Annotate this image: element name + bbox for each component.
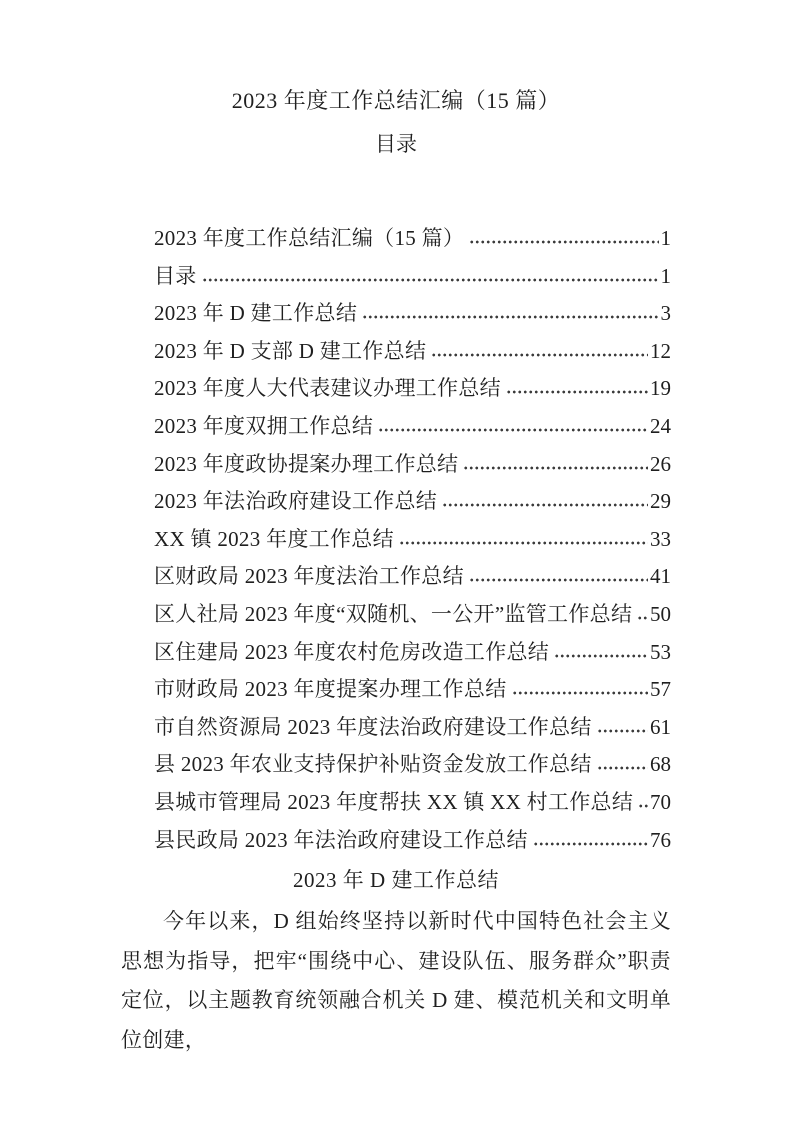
toc-entry[interactable]	[154, 786, 671, 824]
toc-dot-leader	[637, 615, 648, 621]
toc-entry-label: 县 2023 年农业支持保护补贴资金发放工作总结	[154, 752, 592, 777]
toc-page-number: 3	[660, 301, 671, 326]
toc-entry[interactable]	[154, 410, 671, 448]
toc-dot-leader	[638, 803, 648, 809]
toc-page-number: 70	[650, 789, 671, 814]
toc-entry[interactable]	[154, 824, 671, 862]
toc-dot-leader	[378, 427, 648, 433]
toc-entry[interactable]	[154, 448, 671, 486]
toc-entry-label: 区住建局 2023 年度农村危房改造工作总结	[154, 639, 550, 664]
toc-entry-label: XX 镇 2023 年度工作总结	[154, 526, 394, 551]
toc-entry-label: 县城市管理局 2023 年度帮扶 XX 镇 XX 村工作总结	[154, 789, 634, 814]
toc-entry[interactable]	[154, 335, 671, 373]
toc-entry-label: 市自然资源局 2023 年度法治政府建设工作总结	[154, 714, 592, 739]
toc-entry-label: 2023 年度工作总结汇编（15 篇）	[154, 226, 465, 250]
toc-dot-leader	[469, 577, 648, 583]
toc-dot-leader	[202, 277, 659, 283]
toc-dot-leader	[597, 765, 648, 771]
toc-entry[interactable]	[154, 372, 671, 410]
toc-page-number: 12	[650, 338, 671, 363]
toc-page-number: 19	[650, 376, 671, 401]
toc-page-number: 57	[650, 677, 671, 702]
toc-entry-label: 2023 年 D 支部 D 建工作总结	[154, 338, 427, 363]
document-title: 2023 年度工作总结汇编（15 篇）	[231, 88, 561, 113]
toc-entry-label: 县民政局 2023 年法治政府建设工作总结	[154, 827, 528, 852]
toc-dot-leader	[512, 690, 649, 696]
toc-dot-leader	[533, 841, 648, 847]
toc-entry-label: 目录	[154, 263, 197, 288]
toc-entry[interactable]	[154, 222, 671, 260]
toc-page-number: 76	[650, 827, 671, 852]
toc-page-number: 26	[650, 451, 671, 476]
toc-entry[interactable]	[154, 260, 671, 298]
toc-entry-label: 2023 年度双拥工作总结	[154, 413, 374, 438]
toc-page-number: 53	[650, 639, 671, 664]
toc-page-number: 1	[660, 226, 671, 250]
toc-entry-label: 区人社局 2023 年度“双随机、一公开”监管工作总结	[154, 601, 633, 626]
toc-dot-leader	[469, 239, 658, 245]
toc-dot-leader	[506, 389, 648, 395]
toc-entry[interactable]	[154, 485, 671, 523]
toc-page-number: 29	[650, 489, 671, 514]
section-heading: 2023 年 D 建工作总结	[293, 868, 499, 893]
toc-heading: 目录	[375, 132, 417, 156]
body-paragraph: 今年以来，D 组始终坚持以新时代中国特色社会主义思想为指导，把牢“围绕中心、建设队伍、服务群众”职责定位，以主题教育统领融合机关 D 建、模范机关和文明单位创建，	[121, 909, 671, 1052]
toc-entry[interactable]	[154, 598, 671, 636]
toc-page-number: 33	[650, 526, 671, 551]
toc-dot-leader	[362, 314, 658, 320]
toc-dot-leader	[463, 465, 648, 471]
toc-entry[interactable]	[154, 748, 671, 786]
toc-dot-leader	[442, 502, 648, 508]
toc-entry-label: 市财政局 2023 年度提案办理工作总结	[154, 677, 507, 702]
toc-entry-label: 区财政局 2023 年度法治工作总结	[154, 564, 464, 589]
toc-page-number: 1	[660, 263, 671, 288]
toc-dot-leader	[597, 728, 648, 734]
toc-entry[interactable]	[154, 636, 671, 674]
toc-dot-leader	[431, 352, 648, 358]
toc-dot-leader	[554, 653, 648, 659]
toc-entry[interactable]	[154, 673, 671, 711]
toc-entry[interactable]	[154, 560, 671, 598]
toc-entry-label: 2023 年度人大代表建议办理工作总结	[154, 376, 501, 401]
toc-page-number: 61	[650, 714, 671, 739]
toc-entry-label: 2023 年度政协提案办理工作总结	[154, 451, 459, 476]
toc-entry[interactable]	[154, 523, 671, 561]
toc-page-number: 41	[650, 564, 671, 589]
toc-entry[interactable]	[154, 711, 671, 749]
toc-entry-label: 2023 年法治政府建设工作总结	[154, 489, 438, 514]
toc-dot-leader	[399, 540, 648, 546]
toc-page-number: 50	[650, 601, 671, 626]
toc-entry-label: 2023 年 D 建工作总结	[154, 301, 358, 326]
toc-page-number: 68	[650, 752, 671, 777]
table-of-contents	[121, 222, 671, 861]
toc-entry[interactable]	[154, 297, 671, 335]
toc-page-number: 24	[650, 413, 671, 438]
